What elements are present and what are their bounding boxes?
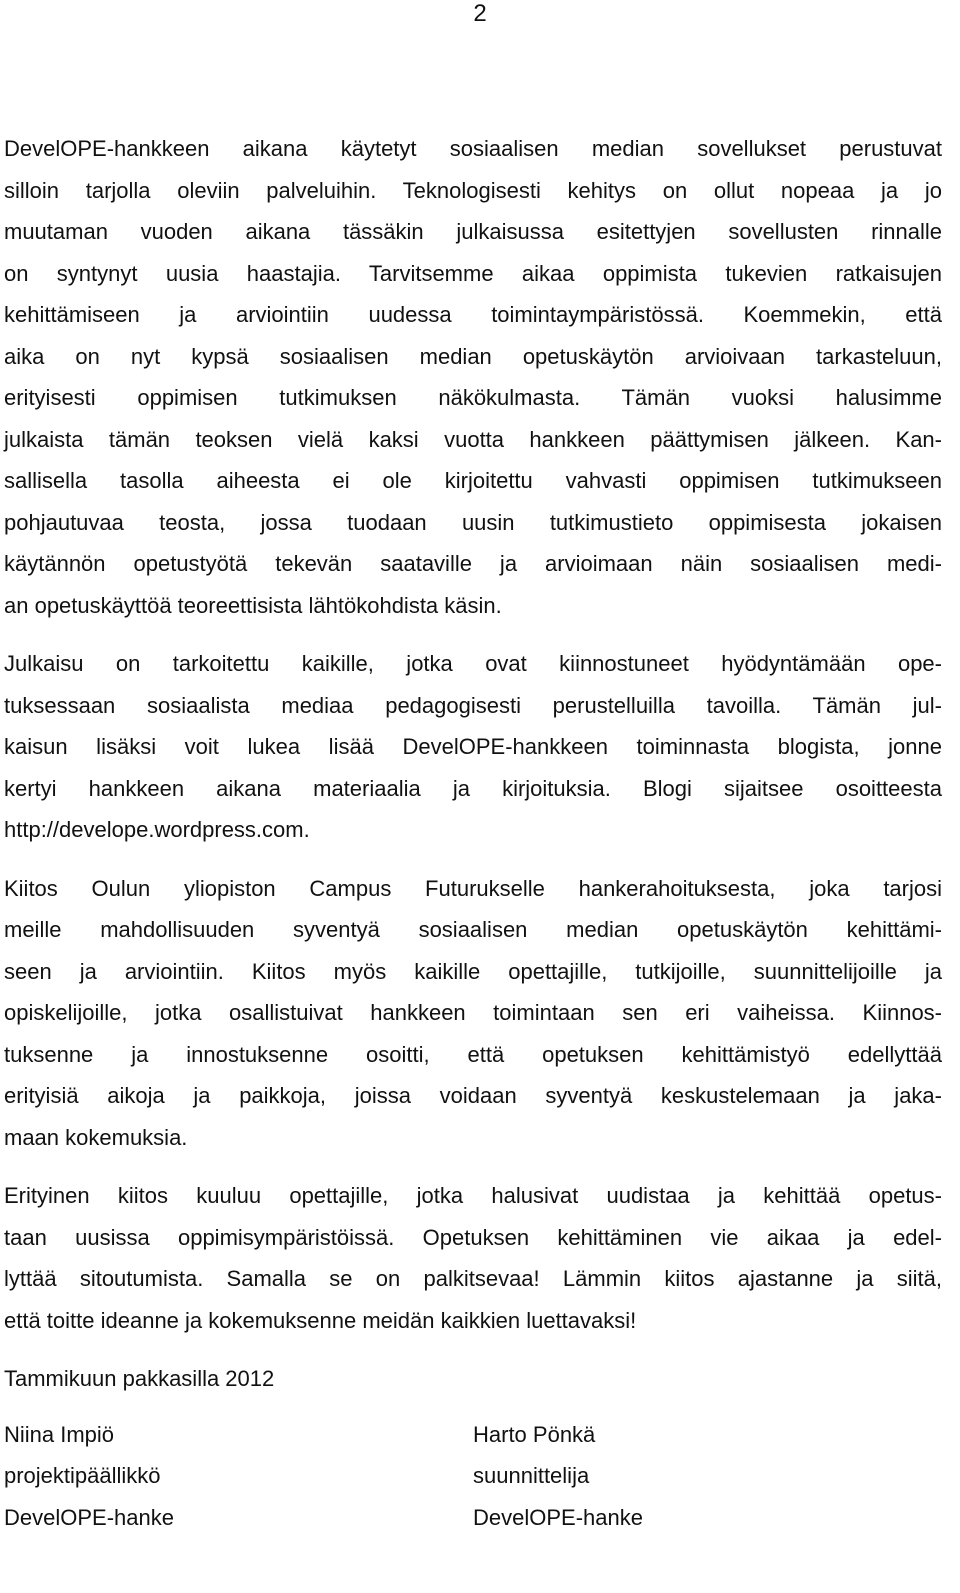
text-line: pohjautuvaa teosta, jossa tuodaan uusin tutkimustieto oppimisesta jokaisen (4, 509, 942, 535)
signature-ponka (473, 1414, 942, 1539)
paragraph (4, 868, 942, 1159)
text-line: kehittämiseen ja arviointiin uudessa toimintaympäristössä. Koemmekin, että (4, 302, 942, 327)
text-line: sallisella tasolla aiheesta ei ole kirjoitettu vahvasti oppimisen tutkimukseen (4, 468, 942, 493)
text-line: seen ja arviointiin. Kiitos myös kaikille opettajille, tutkijoille, suunnittelijoille ja (4, 958, 942, 984)
text-line: DevelOPE-hankkeen aikana käytetyt sosiaalisen median sovellukset perustuvat (4, 136, 942, 161)
text-line: taan uusissa oppimisympäristöissä. Opetuksen kehittäminen vie aikaa ja edel- (4, 1224, 942, 1250)
signer-title: projektipäällikkö (4, 1463, 161, 1488)
paragraph (4, 128, 942, 626)
signer-organization: DevelOPE-hanke (4, 1504, 174, 1530)
text-line: julkaista tämän teoksen vielä kaksi vuotta hankkeen päättymisen jälkeen. Kan- (4, 426, 942, 452)
text-line: Julkaisu on tarkoitettu kaikille, jotka ovat kiinnostuneet hyödyntämään ope- (4, 651, 942, 676)
text-line: on syntynyt uusia haastajia. Tarvitsemme aikaa oppimista tukevien ratkaisujen (4, 260, 942, 286)
signoff-date: Tammikuun pakkasilla 2012 (4, 1366, 275, 1391)
text-line: tuksessaan sosiaalista mediaa pedagogisesti perustelluilla tavoilla. Tämän jul- (4, 692, 942, 718)
page-number: 2 (473, 0, 487, 27)
text-line: kertyi hankkeen aikana materiaalia ja kirjoituksia. Blogi sijaitsee osoitteesta (4, 775, 942, 801)
text-line: Kiitos Oulun yliopiston Campus Futurukselle hankerahoituksesta, joka tarjosi (4, 875, 942, 901)
signatures (4, 1414, 942, 1539)
paragraph (4, 643, 942, 851)
text-line: opiskelijoille, jotka osallistuivat hankkeen toimintaan sen eri vaiheissa. Kiinnos- (4, 1000, 942, 1025)
text-line: an opetuskäyttöä teoreettisista lähtökohdista käsin. (4, 592, 502, 618)
text-line: muutaman vuoden aikana tässäkin julkaisussa esitettyjen sovellusten rinnalle (4, 219, 942, 244)
blog-url: http://develope.wordpress.com. (4, 817, 310, 842)
text-line: lyttää sitoutumista. Samalla se on palkitsevaa! Lämmin kiitos ajastanne ja siitä, (4, 1266, 942, 1291)
text-line: erityisiä aikoja ja paikkoja, joissa voidaan syventyä keskustelemaan ja jaka- (4, 1083, 942, 1108)
text-line: erityisesti oppimisen tutkimuksen näkökulmasta. Tämän vuoksi halusimme (4, 385, 942, 410)
text-line: tuksenne ja innostuksenne osoitti, että opetuksen kehittämistyö edellyttää (4, 1041, 942, 1067)
text-line: Erityinen kiitos kuuluu opettajille, jotka halusivat uudistaa ja kehittää opetus- (4, 1183, 942, 1208)
signer-title: suunnittelija (473, 1463, 590, 1488)
signer-name: Harto Pönkä (473, 1421, 596, 1447)
text-line: aika on nyt kypsä sosiaalisen median opetuskäytön arvioivaan tarkasteluun, (4, 343, 942, 369)
text-line: maan kokemuksia. (4, 1124, 188, 1150)
text-line: kaisun lisäksi voit lukea lisää DevelOPE-hankkeen toiminnasta blogista, jonne (4, 734, 942, 759)
document-body (4, 128, 942, 1538)
signer-organization: DevelOPE-hanke (473, 1504, 643, 1530)
signature-impio (4, 1414, 473, 1539)
signer-name: Niina Impiö (4, 1421, 115, 1447)
paragraph (4, 1175, 942, 1341)
text-line: meille mahdollisuuden syventyä sosiaalisen median opetuskäytön kehittämi- (4, 917, 942, 942)
text-line: että toitte ideanne ja kokemuksenne meidän kaikkien luettavaksi! (4, 1307, 637, 1333)
text-line: silloin tarjolla oleviin palveluihin. Teknologisesti kehitys on ollut nopeaa ja jo (4, 177, 942, 203)
text-line: käytännön opetustyötä tekevän saataville ja arvioimaan näin sosiaalisen medi- (4, 551, 942, 576)
